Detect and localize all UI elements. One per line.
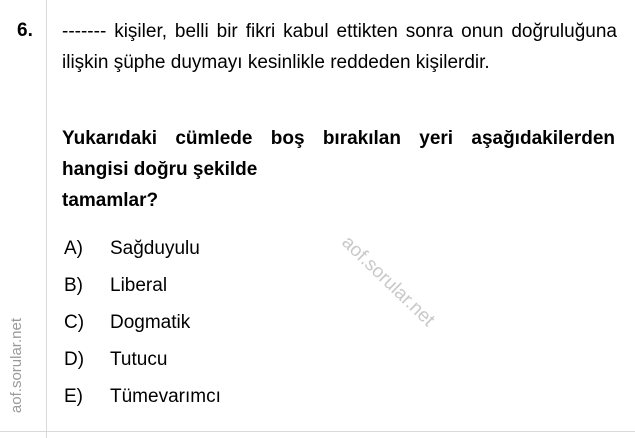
option-b-label: B) [64, 275, 83, 296]
option-d-label: D) [64, 349, 85, 370]
option-c-text: Dogmatik [110, 312, 191, 333]
option-d[interactable] [64, 349, 584, 386]
option-c[interactable] [64, 312, 584, 349]
option-b[interactable] [64, 275, 584, 312]
option-e-label: E) [64, 386, 83, 407]
option-d-text: Tutucu [110, 349, 168, 370]
answer-options [64, 238, 584, 423]
watermark-vertical-text: aof.sorular.net [8, 318, 25, 414]
option-a-text: Sağduyulu [110, 238, 200, 259]
question-number: 6. [17, 20, 33, 41]
prompt-line-3: tamamlar? [62, 190, 159, 211]
bottom-rule [0, 431, 635, 432]
option-e[interactable] [64, 386, 584, 423]
option-b-text: Liberal [110, 275, 168, 296]
prompt-line-1: Yukarıdaki cümlede boş bırakılan yeri [62, 128, 454, 149]
prompt-line-2: aşağıdakilerden hangisi doğru şekilde [62, 128, 615, 180]
watermark-diagonal: aof.sorular.net [337, 232, 439, 331]
watermark-vertical [8, 223, 25, 414]
option-c-label: C) [64, 312, 85, 333]
option-a[interactable] [64, 238, 584, 275]
question-stem: ------- kişiler, belli bir fikri kabul ettikten sonra onun doğruluğuna ilişkin şüphe duymayı kesinlikle reddeden kişilerdir. [62, 21, 617, 73]
question-prompt [62, 123, 615, 216]
option-e-text: Tümevarımcı [110, 386, 221, 407]
option-a-label: A) [64, 238, 83, 259]
question-block [17, 16, 617, 78]
